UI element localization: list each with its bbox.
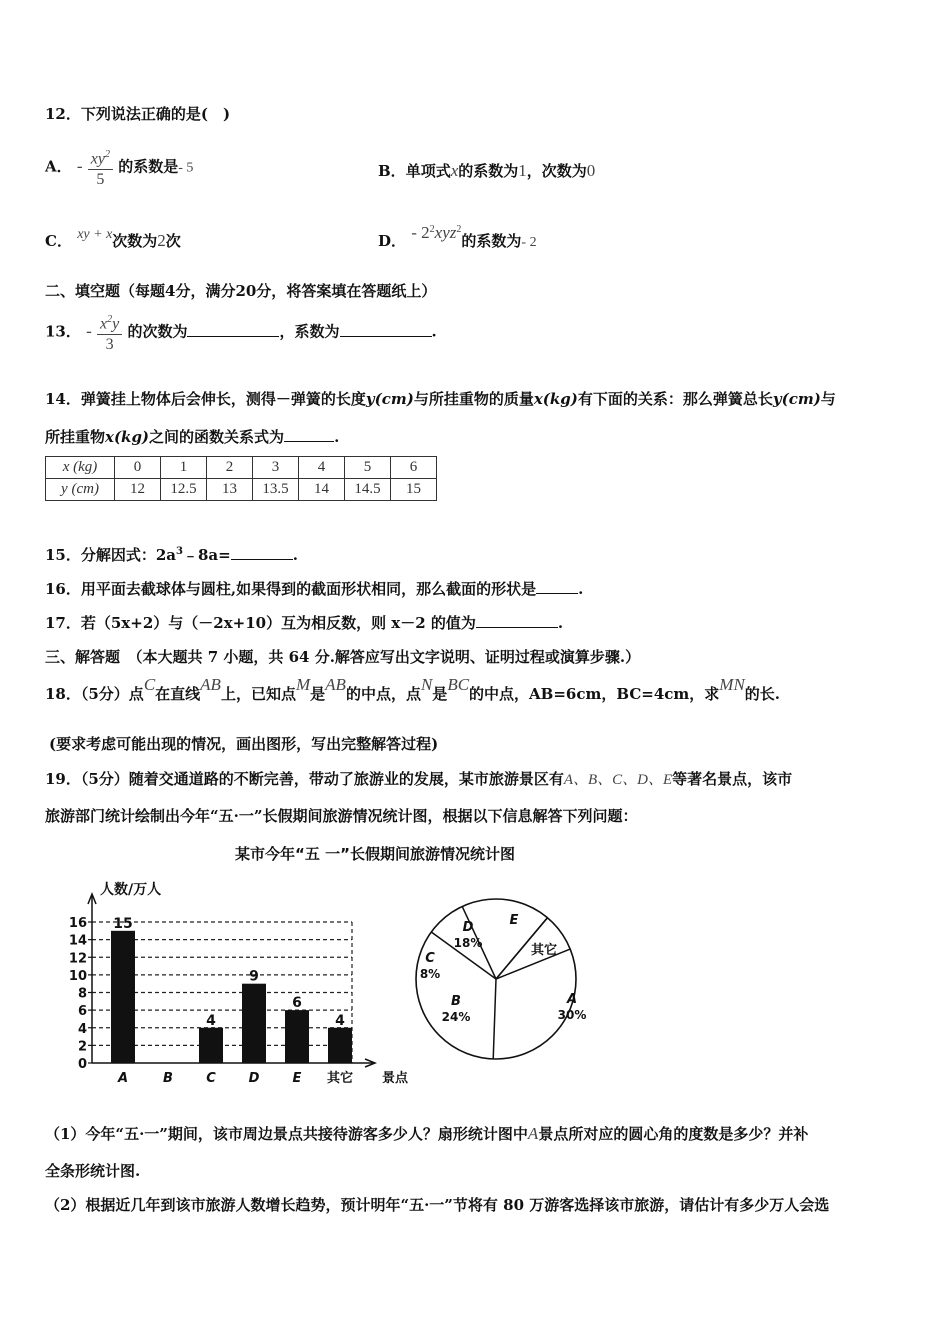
q16-blank[interactable] — [536, 593, 578, 594]
pie-slice-boundary — [493, 979, 496, 1059]
y-tick-label: 8 — [77, 986, 87, 1002]
q14-line-1: 14．弹簧挂上物体后会伸长，测得－弹簧的长度y(cm)与所挂重物的质量x(kg)有下面的关系：那么弹簧总长y(cm)与 — [45, 390, 836, 408]
bar-value-label: 9 — [249, 968, 259, 985]
x-tick-label: C — [206, 1071, 216, 1086]
q12-option-a: A． - $\frac{xy^2}{5}$ 的系数是- 5 — [45, 145, 193, 190]
q13-blank-coefficient[interactable] — [340, 336, 432, 337]
q19-sub1-line-2: 全条形统计图. — [45, 1162, 141, 1180]
pie-label-D: D — [462, 920, 474, 935]
table-cell: 12 — [115, 479, 161, 501]
q14-blank[interactable] — [284, 441, 334, 442]
q12-option-b: B．单项式x的系数为1，次数为0 — [378, 161, 596, 180]
pie-label-B: B — [451, 994, 461, 1009]
bar-value-label: 4 — [335, 1012, 345, 1029]
q12-option-d: D． - $2^2xyz^2$的系数为- 2 — [378, 223, 537, 250]
pie-pct-C: 8% — [419, 967, 441, 981]
q16: 16．用平面去截球体与圆柱,如果得到的截面形状相同，那么截面的形状是 . — [45, 580, 584, 598]
bar-chart — [69, 894, 409, 1086]
q13-blank-degree[interactable] — [187, 336, 279, 337]
pie-label-C: C — [425, 951, 435, 966]
x-tick-label: A — [117, 1071, 129, 1086]
bar-A — [111, 931, 135, 1063]
q19-line-1: 19．（5分）随着交通道路的不断完善，带动了旅游业的发展，某市旅游景区有A、B、C、D、E等著名景点，该市 — [45, 770, 793, 788]
y-tick-label: 6 — [77, 1004, 87, 1020]
bar-value-label: 15 — [113, 915, 133, 932]
table-cell: 15 — [391, 479, 437, 501]
q19-sub1-line-1: （1）今年“五·一”期间，该市周边景点共接待游客多少人？扇形统计图中A景点所对应的圆心角的度数是多少？并补 — [45, 1124, 809, 1143]
x-tick-label: B — [163, 1071, 173, 1086]
q13-fraction: $\frac{x^2y}{3}$ — [97, 310, 122, 355]
pie-label-A: A — [566, 992, 578, 1007]
x-tick-label: D — [248, 1071, 260, 1086]
section-3-title: 三、解答题 （本大题共 7 小题，共 64 分.解答应写出文字说明、证明过程或演算步骤.） — [45, 648, 641, 666]
table-cell: 0 — [115, 457, 161, 479]
table-cell: 6 — [391, 457, 437, 479]
chart-title: 某市今年“五 一”长假期间旅游情况统计图 — [235, 845, 515, 863]
q14-line-2: 所挂重物x(kg)之间的函数关系式为 . — [45, 428, 340, 446]
bar-C — [199, 1028, 223, 1063]
bar-其它 — [328, 1028, 352, 1063]
q15: 15．分解因式：$2a^3﹣8a=$ . — [45, 546, 298, 564]
pie-pct-B: 24% — [441, 1010, 471, 1024]
q12-option-c: C． xy + x次数为2次 — [45, 227, 181, 250]
table-cell: 14.5 — [345, 479, 391, 501]
bar-E — [285, 1010, 309, 1063]
y-tick-label: 10 — [68, 968, 87, 984]
bar-value-label: 4 — [206, 1012, 216, 1029]
table-cell: 2 — [207, 457, 253, 479]
q18: 18．（5分）点C在直线AB上，已知点M是AB的中点，点N是BC的中点，AB=6cm，BC=4cm，求MN的长. — [45, 675, 781, 703]
y-tick-label: 16 — [68, 916, 87, 931]
q13: 13． - $\frac{x^2y}{3}$ 的次数为 ，系数为 . — [45, 310, 437, 355]
x-tick-label: 其它 — [326, 1071, 354, 1086]
q19-sub2: （2）根据近几年到该市旅游人数增长趋势，预计明年“五·一”节将有 80 万游客选择该市旅游，请估计有多少万人会选 — [45, 1196, 830, 1214]
pie-pct-A: 30% — [557, 1008, 587, 1022]
table-cell: 4 — [299, 457, 345, 479]
q12-stem: 12．下列说法正确的是( ) — [45, 105, 231, 123]
q17-blank[interactable] — [476, 627, 558, 628]
table-cell: 1 — [161, 457, 207, 479]
y-tick-label: 4 — [77, 1021, 87, 1037]
table-cell: 14 — [299, 479, 345, 501]
bar-value-label: 6 — [292, 995, 302, 1012]
y-tick-label: 12 — [68, 951, 87, 967]
pie-chart — [416, 899, 586, 1059]
pie-pct-D: 18% — [453, 936, 483, 950]
table-cell: 12.5 — [161, 479, 207, 501]
bar-D — [242, 984, 266, 1063]
q15-blank[interactable] — [231, 559, 293, 560]
table-header-y: y (cm) — [46, 479, 115, 501]
table-cell: 13 — [207, 479, 253, 501]
table-cell: 13.5 — [253, 479, 299, 501]
bar-chart-xlabel: 景点 — [382, 1071, 409, 1086]
table-cell: 5 — [345, 457, 391, 479]
x-tick-label: E — [292, 1071, 302, 1086]
y-tick-label: 0 — [77, 1057, 87, 1072]
table-row-y — [46, 479, 437, 501]
bar-chart-ylabel: 人数/万人 — [100, 882, 162, 898]
y-tick-label: 2 — [77, 1039, 87, 1055]
pie-label-E: E — [509, 913, 519, 928]
q19-line-2: 旅游部门统计绘制出今年“五·一”长假期间旅游情况统计图，根据以下信息解答下列问题： — [45, 807, 638, 825]
table-header-x: x (kg) — [46, 457, 115, 479]
q12-a-fraction: $\frac{xy^2}{5}$ — [88, 145, 113, 190]
q14-data-table — [45, 456, 437, 501]
section-2-title: 二、填空题（每题4分，满分20分，将答案填在答题纸上） — [45, 282, 437, 300]
q17: 17．若（5x+2）与（－2x+10）互为相反数，则 x－2 的值为 . — [45, 614, 564, 632]
q18-note: (要求考虑可能出现的情况，画出图形，写出完整解答过程) — [49, 735, 439, 753]
table-cell: 3 — [253, 457, 299, 479]
y-tick-label: 14 — [68, 933, 87, 949]
table-row-x — [46, 457, 437, 479]
pie-label-其它: 其它 — [530, 943, 558, 958]
tourism-charts — [40, 838, 600, 1098]
